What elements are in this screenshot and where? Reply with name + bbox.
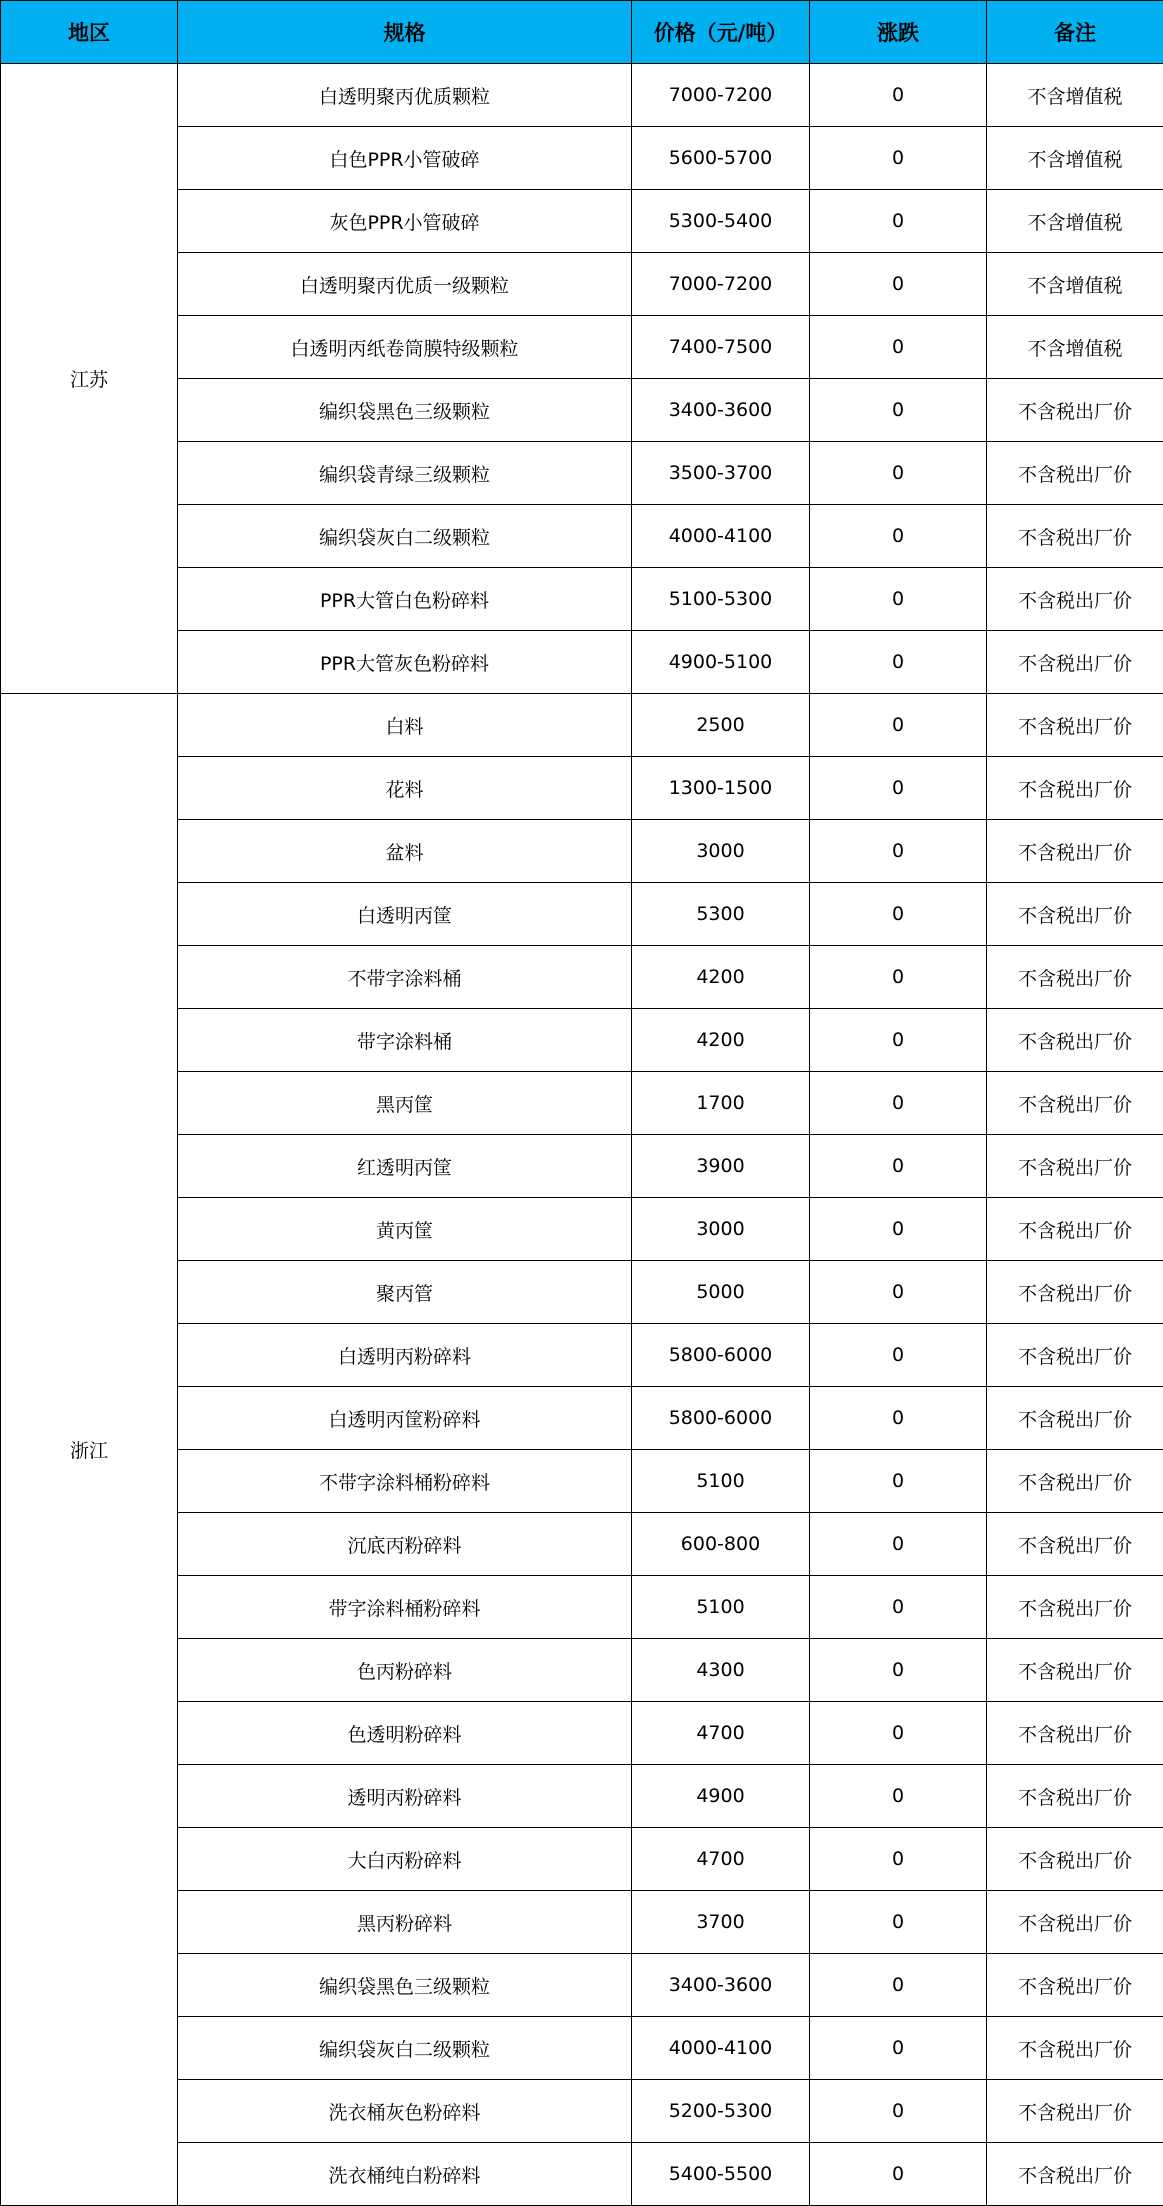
note-cell: 不含税出厂价: [987, 1072, 1163, 1135]
change-cell: 0: [810, 253, 987, 316]
table-row: [1, 64, 1163, 127]
spec-cell: 洗衣桶灰色粉碎料: [178, 2080, 632, 2143]
change-cell: 0: [810, 883, 987, 946]
change-cell: 0: [810, 1261, 987, 1324]
table-row: [1, 694, 1163, 757]
price-cell: 4200: [632, 946, 810, 1009]
note-cell: 不含税出厂价: [987, 883, 1163, 946]
header-note: 备注: [987, 1, 1163, 64]
change-cell: 0: [810, 505, 987, 568]
change-cell: 0: [810, 379, 987, 442]
change-cell: 0: [810, 64, 987, 127]
price-cell: 5400-5500: [632, 2143, 810, 2206]
change-cell: 0: [810, 1135, 987, 1198]
spec-cell: 盆料: [178, 820, 632, 883]
change-cell: 0: [810, 568, 987, 631]
spec-cell: 编织袋灰白二级颗粒: [178, 2017, 632, 2080]
price-cell: 3000: [632, 1198, 810, 1261]
change-cell: 0: [810, 190, 987, 253]
spec-cell: 沉底丙粉碎料: [178, 1513, 632, 1576]
change-cell: 0: [810, 1828, 987, 1891]
price-cell: 5100: [632, 1576, 810, 1639]
change-cell: 0: [810, 1765, 987, 1828]
note-cell: 不含税出厂价: [987, 1198, 1163, 1261]
region-cell: 浙江: [1, 694, 178, 2206]
change-cell: 0: [810, 442, 987, 505]
change-cell: 0: [810, 2017, 987, 2080]
header-row: [1, 1, 1163, 64]
note-cell: 不含税出厂价: [987, 820, 1163, 883]
note-cell: 不含税出厂价: [987, 1261, 1163, 1324]
header-price: 价格（元/吨）: [632, 1, 810, 64]
note-cell: 不含税出厂价: [987, 1891, 1163, 1954]
spec-cell: 大白丙粉碎料: [178, 1828, 632, 1891]
price-cell: 5800-6000: [632, 1324, 810, 1387]
spec-cell: 带字涂料桶: [178, 1009, 632, 1072]
spec-cell: PPR大管灰色粉碎料: [178, 631, 632, 694]
note-cell: 不含增值税: [987, 253, 1163, 316]
header-region: 地区: [1, 1, 178, 64]
price-cell: 3400-3600: [632, 379, 810, 442]
change-cell: 0: [810, 1450, 987, 1513]
spec-cell: 透明丙粉碎料: [178, 1765, 632, 1828]
price-cell: 7000-7200: [632, 64, 810, 127]
change-cell: 0: [810, 1513, 987, 1576]
change-cell: 0: [810, 127, 987, 190]
price-cell: 3400-3600: [632, 1954, 810, 2017]
spec-cell: 白透明丙粉碎料: [178, 1324, 632, 1387]
price-cell: 2500: [632, 694, 810, 757]
price-cell: 1700: [632, 1072, 810, 1135]
price-cell: 4900: [632, 1765, 810, 1828]
price-cell: 5200-5300: [632, 2080, 810, 2143]
note-cell: 不含税出厂价: [987, 1450, 1163, 1513]
note-cell: 不含税出厂价: [987, 1828, 1163, 1891]
change-cell: 0: [810, 1198, 987, 1261]
note-cell: 不含税出厂价: [987, 1324, 1163, 1387]
note-cell: 不含增值税: [987, 316, 1163, 379]
price-cell: 5100-5300: [632, 568, 810, 631]
change-cell: 0: [810, 1072, 987, 1135]
note-cell: 不含税出厂价: [987, 1387, 1163, 1450]
change-cell: 0: [810, 1639, 987, 1702]
spec-cell: 编织袋黑色三级颗粒: [178, 379, 632, 442]
price-cell: 3000: [632, 820, 810, 883]
spec-cell: 白料: [178, 694, 632, 757]
price-cell: 5300-5400: [632, 190, 810, 253]
note-cell: 不含税出厂价: [987, 2143, 1163, 2206]
change-cell: 0: [810, 2143, 987, 2206]
region-cell: 江苏: [1, 64, 178, 694]
spec-cell: 不带字涂料桶粉碎料: [178, 1450, 632, 1513]
price-cell: 4300: [632, 1639, 810, 1702]
note-cell: 不含税出厂价: [987, 1135, 1163, 1198]
note-cell: 不含税出厂价: [987, 2080, 1163, 2143]
note-cell: 不含税出厂价: [987, 379, 1163, 442]
price-cell: 4700: [632, 1702, 810, 1765]
note-cell: 不含税出厂价: [987, 1639, 1163, 1702]
spec-cell: 编织袋灰白二级颗粒: [178, 505, 632, 568]
change-cell: 0: [810, 1387, 987, 1450]
price-cell: 4000-4100: [632, 2017, 810, 2080]
spec-cell: 带字涂料桶粉碎料: [178, 1576, 632, 1639]
note-cell: 不含税出厂价: [987, 631, 1163, 694]
change-cell: 0: [810, 1009, 987, 1072]
change-cell: 0: [810, 1324, 987, 1387]
note-cell: 不含增值税: [987, 190, 1163, 253]
change-cell: 0: [810, 2080, 987, 2143]
spec-cell: 不带字涂料桶: [178, 946, 632, 1009]
note-cell: 不含税出厂价: [987, 2017, 1163, 2080]
spec-cell: 黑丙筐: [178, 1072, 632, 1135]
note-cell: 不含税出厂价: [987, 694, 1163, 757]
change-cell: 0: [810, 316, 987, 379]
note-cell: 不含税出厂价: [987, 1009, 1163, 1072]
price-cell: 3700: [632, 1891, 810, 1954]
price-cell: 5100: [632, 1450, 810, 1513]
spec-cell: 编织袋黑色三级颗粒: [178, 1954, 632, 2017]
spec-cell: 白透明聚丙优质一级颗粒: [178, 253, 632, 316]
change-cell: 0: [810, 631, 987, 694]
note-cell: 不含税出厂价: [987, 757, 1163, 820]
price-cell: 5800-6000: [632, 1387, 810, 1450]
price-cell: 5000: [632, 1261, 810, 1324]
spec-cell: 聚丙管: [178, 1261, 632, 1324]
spec-cell: 白透明丙筐粉碎料: [178, 1387, 632, 1450]
note-cell: 不含增值税: [987, 127, 1163, 190]
spec-cell: 花料: [178, 757, 632, 820]
header-change: 涨跌: [810, 1, 987, 64]
spec-cell: 洗衣桶纯白粉碎料: [178, 2143, 632, 2206]
price-cell: 7000-7200: [632, 253, 810, 316]
change-cell: 0: [810, 1576, 987, 1639]
change-cell: 0: [810, 694, 987, 757]
price-cell: 3500-3700: [632, 442, 810, 505]
change-cell: 0: [810, 1702, 987, 1765]
spec-cell: 色透明粉碎料: [178, 1702, 632, 1765]
table-header: [1, 1, 1163, 64]
table-body: [1, 64, 1163, 2206]
price-cell: 4200: [632, 1009, 810, 1072]
spec-cell: 白色PPR小管破碎: [178, 127, 632, 190]
spec-cell: 红透明丙筐: [178, 1135, 632, 1198]
price-cell: 7400-7500: [632, 316, 810, 379]
price-cell: 4000-4100: [632, 505, 810, 568]
note-cell: 不含税出厂价: [987, 1765, 1163, 1828]
price-cell: 4700: [632, 1828, 810, 1891]
note-cell: 不含税出厂价: [987, 1954, 1163, 2017]
change-cell: 0: [810, 820, 987, 883]
price-cell: 1300-1500: [632, 757, 810, 820]
spec-cell: 黑丙粉碎料: [178, 1891, 632, 1954]
change-cell: 0: [810, 946, 987, 1009]
note-cell: 不含税出厂价: [987, 442, 1163, 505]
note-cell: 不含税出厂价: [987, 1513, 1163, 1576]
spec-cell: 色丙粉碎料: [178, 1639, 632, 1702]
spec-cell: PPR大管白色粉碎料: [178, 568, 632, 631]
change-cell: 0: [810, 1954, 987, 2017]
spec-cell: 灰色PPR小管破碎: [178, 190, 632, 253]
change-cell: 0: [810, 757, 987, 820]
spec-cell: 白透明丙纸卷筒膜特级颗粒: [178, 316, 632, 379]
spec-cell: 白透明聚丙优质颗粒: [178, 64, 632, 127]
spec-cell: 黄丙筐: [178, 1198, 632, 1261]
spec-cell: 编织袋青绿三级颗粒: [178, 442, 632, 505]
note-cell: 不含税出厂价: [987, 946, 1163, 1009]
note-cell: 不含税出厂价: [987, 505, 1163, 568]
spec-cell: 白透明丙筐: [178, 883, 632, 946]
change-cell: 0: [810, 1891, 987, 1954]
price-cell: 3900: [632, 1135, 810, 1198]
note-cell: 不含税出厂价: [987, 1576, 1163, 1639]
price-cell: 4900-5100: [632, 631, 810, 694]
price-cell: 5300: [632, 883, 810, 946]
price-cell: 5600-5700: [632, 127, 810, 190]
header-spec: 规格: [178, 1, 632, 64]
note-cell: 不含税出厂价: [987, 568, 1163, 631]
note-cell: 不含税出厂价: [987, 1702, 1163, 1765]
note-cell: 不含增值税: [987, 64, 1163, 127]
price-cell: 600-800: [632, 1513, 810, 1576]
